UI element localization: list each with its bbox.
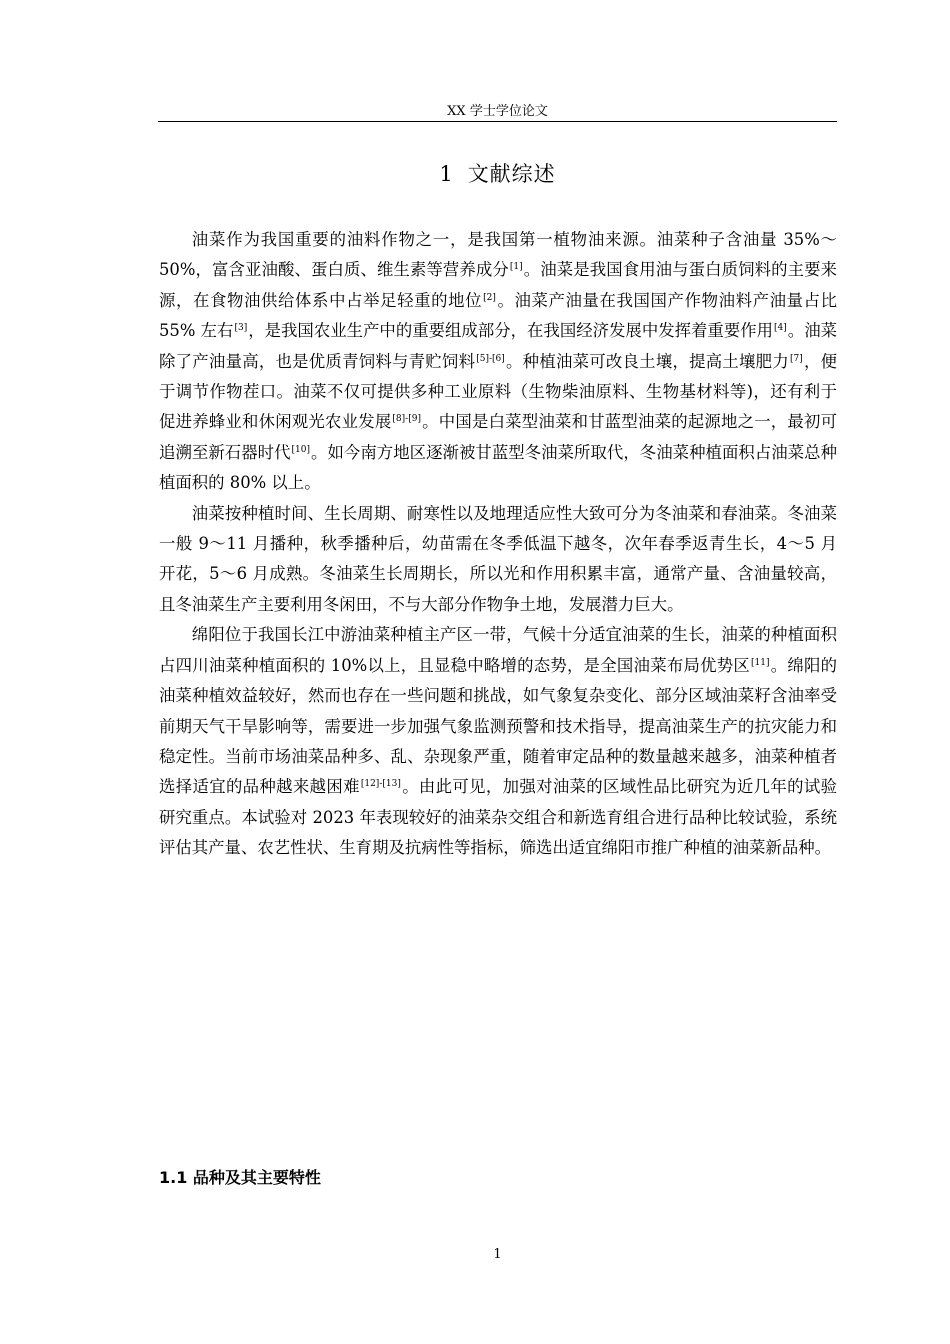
paragraph-1 <box>159 225 837 499</box>
citation: [8]-[9] <box>392 414 421 425</box>
chapter-title-text: 文献综述 <box>467 162 556 186</box>
citation: [4] <box>774 323 787 334</box>
citation: [5]-[6] <box>476 353 505 364</box>
paragraph-3-sentence: 。绵阳的油菜种植效益较好，然而也存在一些问题和挑战，如气象复杂变化、部分区域油菜籽含油率受前期天气干旱影响等，需要进一步加强气象监测预警和技术指导，提高油菜生产的抗灾能力和稳定性。当前市场油菜品种多、乱、杂现象严重，随着审定品种的数量越来越多，油菜种植者选择适宜的品种越来越困难 <box>159 655 838 797</box>
running-header: XX 学士学位论文 <box>447 104 548 119</box>
paragraph-3-sentence: 绵阳位于我国长江中游油菜种植主产区一带，气候十分适宜油菜的生长，油菜的种植面积占四川油菜种植面积的 10%以上，且显稳中略增的态势，是全国油菜布局优势区 <box>159 625 837 675</box>
section-heading: 1.1 品种及其主要特性 <box>159 1168 321 1187</box>
citation: [12]-[13] <box>360 779 401 790</box>
paragraph-3 <box>159 620 837 863</box>
citation: [11] <box>751 657 770 668</box>
citation: [2] <box>483 292 496 303</box>
paragraph-3-sentence: 。由此可见，加强对油菜的区域性品比研究为近几年的试验研究重点。本试验对 2023 年表现较好的油菜杂交组合和新选育组合进行品种比较试验，系统评估其产量、农艺性状、生育期及抗病性等指标，筛选出适宜绵阳市推广种植的油菜新品种。 <box>159 777 838 858</box>
body-text <box>159 225 837 864</box>
paragraph-1-sentence: 油菜作为我国重要的油料作物之一，是我国第一植物油来源。油菜种子含油量 35%～50%，富含亚油酸、蛋白质、维生素等营养成分 <box>159 230 837 280</box>
paragraph-1-sentence: 。油菜除了产油量高，也是优质青饲料与青贮饲料 <box>159 321 837 371</box>
citation: [3] <box>234 323 248 334</box>
chapter-number: 1 <box>439 162 454 186</box>
paragraph-1-sentence: ，是我国农业生产中的重要组成部分，在我国经济发展中发挥着重要作用 <box>248 321 774 341</box>
paragraph-1-sentence: 。如今南方地区逐渐被甘蓝型冬油菜所取代，冬油菜种植面积占油菜总种植面积的 80% 以上。 <box>159 442 838 493</box>
paragraph-1-sentence: 。油菜产油量在我国国产作物油料产油量占比 55% 左右 <box>159 290 838 341</box>
citation: [1] <box>509 262 523 273</box>
paragraph-1-sentence: 。种植油菜可改良土壤，提高土壤肥力 <box>505 351 789 371</box>
chapter-title <box>158 160 837 188</box>
paragraph-2: 油菜按种植时间、生长周期、耐寒性以及地理适应性大致可分为冬油菜和春油菜。冬油菜一般 9～11 月播种，秋季播种后，幼苗需在冬季低温下越冬，次年春季返青生长，4～5 月 开花，5～6 月成熟。冬油菜生长周期长，所以光和作用积累丰富，通常产量、含油量较高，且冬油菜生产主要利用冬闲田，不与大部分作物争土地，发展潜力巨大。 <box>159 503 837 614</box>
header-rule <box>158 121 837 122</box>
paragraph-1-sentence: ，便于调节作物茬口。油菜不仅可提供多种工业原料（生物柴油原料、生物基材料等)，还有利于促进养蜂业和休闲观光农业发展 <box>159 351 838 432</box>
paragraph-1-sentence: 。油菜是我国食用油与蛋白质饲料的主要来源，在食物油供给体系中占举足轻重的地位 <box>159 260 837 310</box>
citation: [10] <box>291 444 310 455</box>
paragraph-1-sentence: 。中国是白菜型油菜和甘蓝型油菜的起源地之一，最初可追溯至新石器时代 <box>159 412 838 462</box>
citation: [7] <box>789 353 803 364</box>
page-number: 1 <box>493 1247 502 1262</box>
